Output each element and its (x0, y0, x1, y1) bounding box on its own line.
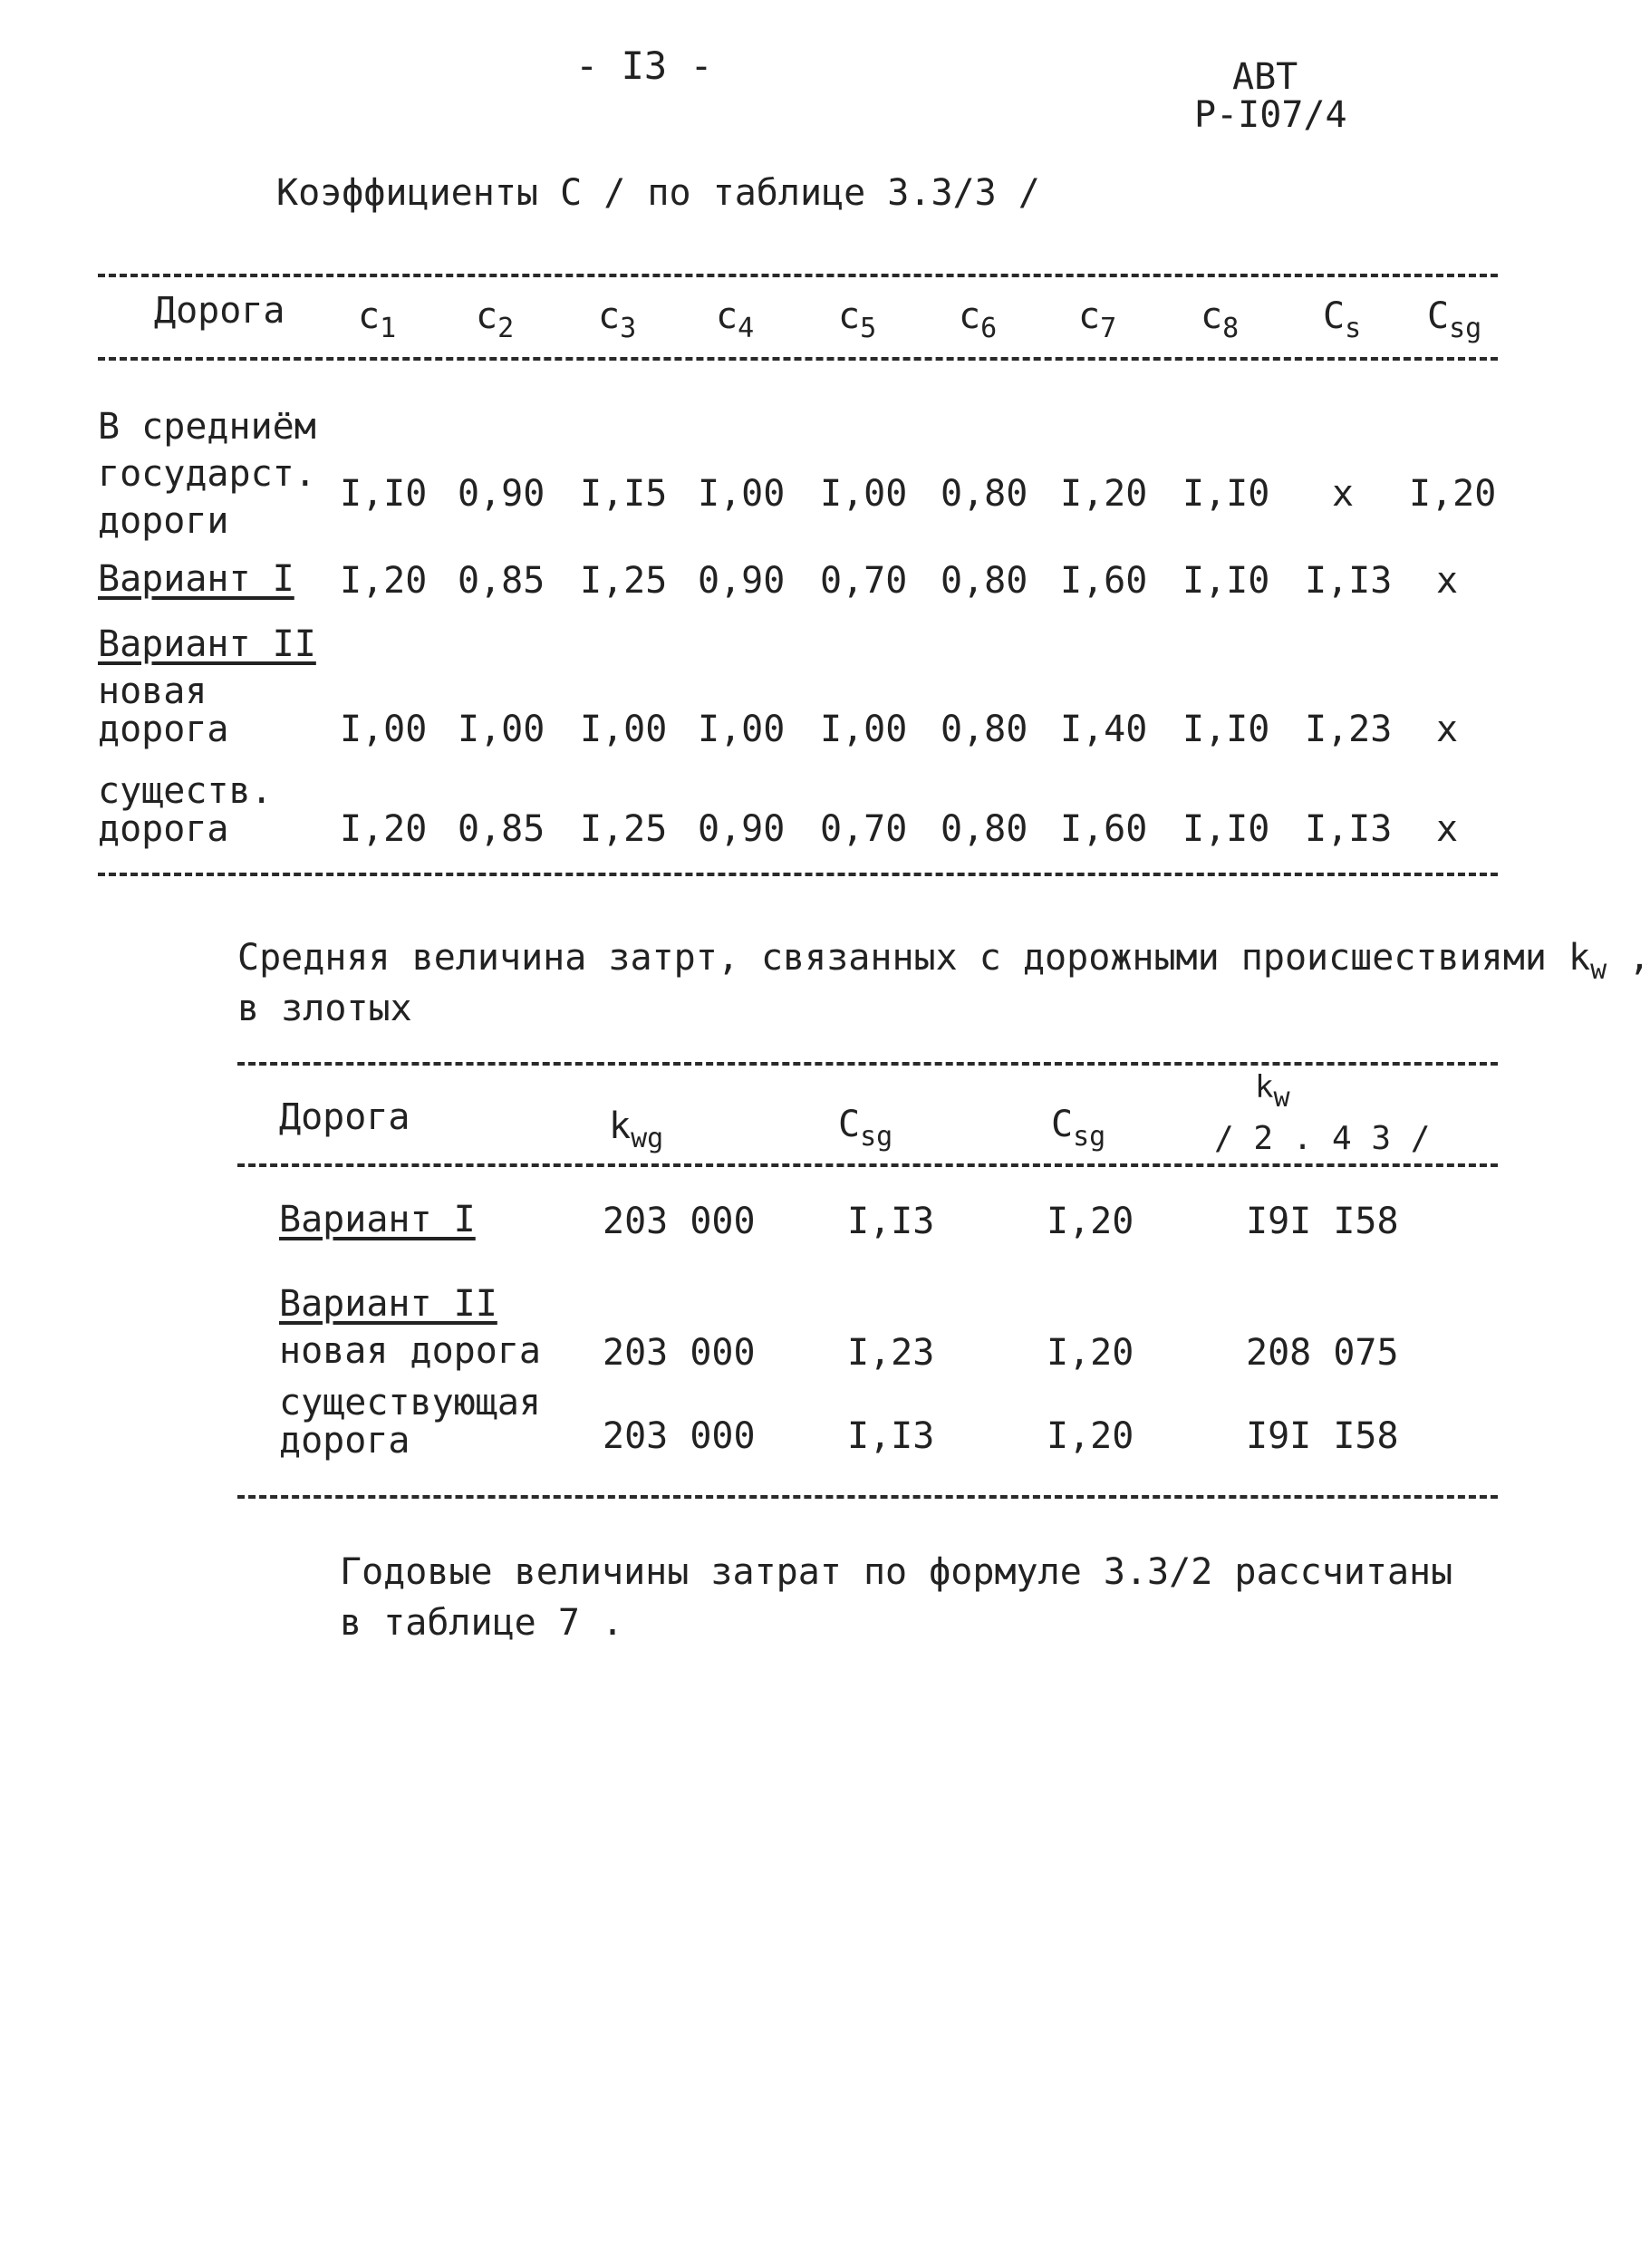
doc-code-line1: АВТ (1232, 56, 1298, 98)
table1-rule-top (98, 274, 1498, 277)
table1-cell: I,20 (1409, 473, 1497, 515)
table1-header-col-5: $c_5$ (838, 295, 877, 344)
table1-cell: I,00 (580, 709, 668, 750)
table2-cell: I,20 (1047, 1201, 1134, 1242)
table2-cell: I,I3 (847, 1415, 935, 1457)
table1-cell: 0,70 (820, 808, 908, 850)
doc-code-line2: Р-I07/4 (1194, 94, 1347, 136)
table2-row-label: Вариант II (279, 1283, 497, 1325)
table1-cell: I,00 (820, 709, 908, 750)
table1-cell: I,20 (1060, 473, 1148, 515)
table1-row-label: существ. дорога (98, 770, 273, 850)
table1-cell: I,25 (580, 560, 668, 602)
table2-header-csg-1: $C_{sg}$ (838, 1104, 893, 1153)
table2-cell: 203 000 (603, 1332, 756, 1374)
table1-cell: 0,90 (698, 808, 786, 850)
table1-header-col-1: $c_1$ (358, 295, 397, 344)
table1-cell: I,I0 (1182, 560, 1270, 602)
table2-row-label: новая дорога (279, 1330, 541, 1372)
table1-cell: 0,70 (820, 560, 908, 602)
table1-header-road: Дорога (154, 290, 285, 332)
table2-cell: I,20 (1047, 1332, 1134, 1374)
table1-cell: 0,85 (458, 560, 545, 602)
table1-cell: I,00 (698, 473, 786, 515)
table1-cell: 0,90 (698, 560, 786, 602)
table1-cell: I,60 (1060, 560, 1148, 602)
table1-cell: I,20 (340, 808, 428, 850)
table2-intro-line1: Средняя величина затрт, связанных с дорожными происшествиями $k_w$ , (237, 937, 1650, 986)
table1-cell: I,I5 (580, 473, 668, 515)
table1-rule-head (98, 357, 1498, 361)
table1-header-col-8: $c_8$ (1201, 295, 1240, 344)
table1-cell: I,I0 (340, 473, 428, 515)
table2-row-label: существующая дорога (279, 1382, 541, 1462)
table1-header-col-2: $c_2$ (476, 295, 515, 344)
table1-row-label: Вариант II (98, 623, 316, 665)
table1-cell: I,I0 (1182, 709, 1270, 750)
table2-cell: 203 000 (603, 1415, 756, 1457)
table1-cell: I,00 (698, 709, 786, 750)
table1-cell: I,00 (458, 709, 545, 750)
table1-cell: I,40 (1060, 709, 1148, 750)
table1-header-col-9: $C_s$ (1323, 295, 1362, 344)
table2-intro-line2: в злотых (237, 988, 412, 1029)
table2-cell: I,23 (847, 1332, 935, 1374)
table2-cell: I9I I58 (1246, 1201, 1399, 1242)
table2-rule-bottom (237, 1495, 1498, 1499)
table2-cell: I9I I58 (1246, 1415, 1399, 1457)
table1-cell: 0,80 (941, 808, 1028, 850)
table2-header-kwg: $k_{wg}$ (609, 1105, 664, 1154)
table2-cell: 208 075 (1246, 1332, 1399, 1374)
table1-cell: I,I3 (1305, 560, 1393, 602)
table2-cell: I,20 (1047, 1415, 1134, 1457)
table2-header-kw-top: $k_w$ (1255, 1069, 1290, 1114)
table1-header-col-6: $c_6$ (959, 295, 998, 344)
table1-header-col-4: $c_4$ (716, 295, 755, 344)
table1-cell: I,00 (820, 473, 908, 515)
table2-cell: I,I3 (847, 1201, 935, 1242)
table1-cell: x (1332, 473, 1355, 515)
table1-header-col-7: $c_7$ (1078, 295, 1117, 344)
table1-cell: x (1436, 808, 1459, 850)
page-number: - I3 - (575, 43, 713, 88)
table2-cell: 203 000 (603, 1201, 756, 1242)
footer-line1: Годовые величины затрат по формуле 3.3/2 рассчитаны (340, 1551, 1453, 1593)
table1-header-col-10: $C_{sg}$ (1427, 295, 1482, 344)
table2-rule-top (237, 1062, 1498, 1066)
table2-rule-head (237, 1163, 1498, 1167)
table1-cell: 0,80 (941, 560, 1028, 602)
table1-row-label: Вариант I (98, 558, 294, 600)
table2-header-csg-2: $C_{sg}$ (1051, 1104, 1106, 1153)
table1-cell: I,25 (580, 808, 668, 850)
table1-cell: I,I0 (1182, 473, 1270, 515)
table1-cell: I,20 (340, 560, 428, 602)
table1-row-label: новая дорога (98, 671, 229, 750)
table2-row-label: Вариант I (279, 1199, 476, 1240)
table2-header-road: Дорога (279, 1096, 410, 1138)
table1-cell: I,I3 (1305, 808, 1393, 850)
table1-header-col-3: $c_3$ (598, 295, 637, 344)
table1-cell: 0,80 (941, 473, 1028, 515)
table1-cell: x (1436, 709, 1459, 750)
table1-title: Коэффициенты С / по таблице 3.3/3 / (276, 172, 1040, 214)
table1-cell: I,I0 (1182, 808, 1270, 850)
footer-line2: в таблице 7 . (340, 1602, 624, 1644)
table1-row-label: В средниём государст. дороги (98, 406, 316, 542)
table1-rule-bottom (98, 873, 1498, 876)
table1-cell: x (1436, 560, 1459, 602)
table2-header-kw-bottom: / 2 . 4 3 / (1214, 1120, 1431, 1157)
table1-cell: 0,85 (458, 808, 545, 850)
table1-cell: I,00 (340, 709, 428, 750)
table1-cell: I,23 (1305, 709, 1393, 750)
table1-cell: I,60 (1060, 808, 1148, 850)
table1-cell: 0,90 (458, 473, 545, 515)
table1-cell: 0,80 (941, 709, 1028, 750)
